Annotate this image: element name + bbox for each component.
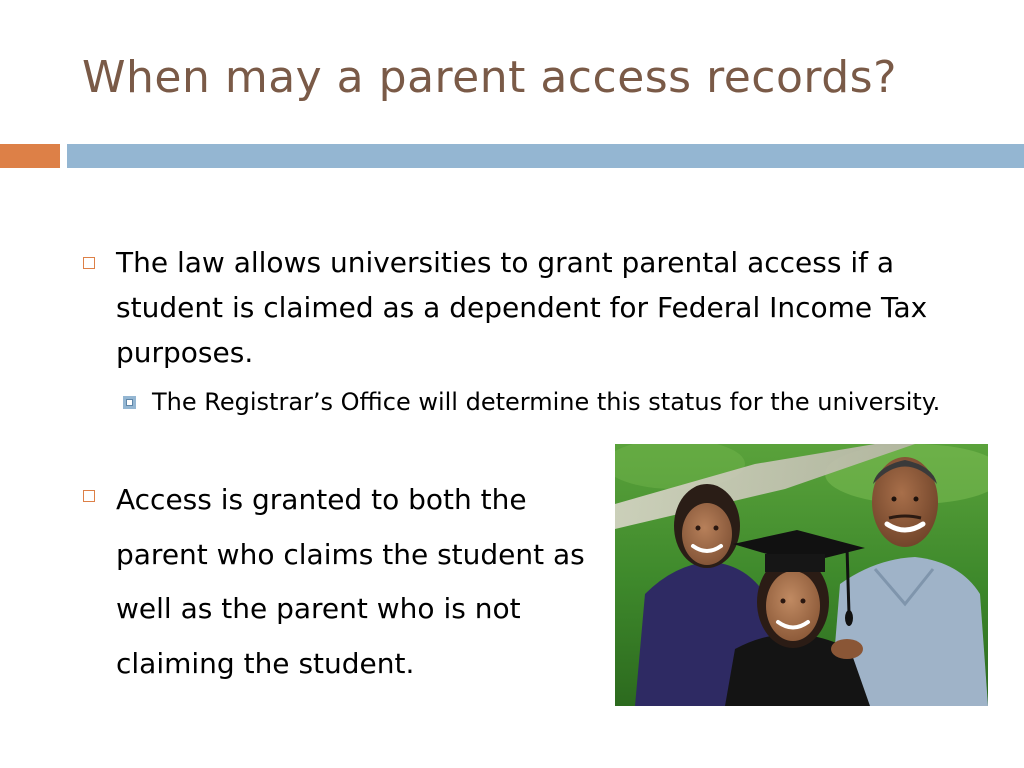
- accent-bar-blue: [67, 144, 1024, 168]
- sub-bullet-1-text: The Registrar’s Office will determine this status for the university.: [152, 388, 941, 416]
- slide-title: When may a parent access records?: [82, 52, 897, 103]
- photo-illustration: [615, 444, 988, 706]
- graduation-family-photo: [615, 444, 988, 706]
- accent-bar-orange: [0, 144, 60, 168]
- bullet-1-text: The law allows universities to grant parental access if a student is claimed as a dependent for Federal Income Tax purposes.: [116, 246, 928, 369]
- bullet-2-text: Access is granted to both the parent who claims the student as well as the parent who is not claiming the student.: [116, 483, 585, 680]
- hollow-square-icon: [83, 257, 95, 269]
- hollow-square-icon: [83, 490, 95, 502]
- filled-square-icon: [123, 396, 136, 409]
